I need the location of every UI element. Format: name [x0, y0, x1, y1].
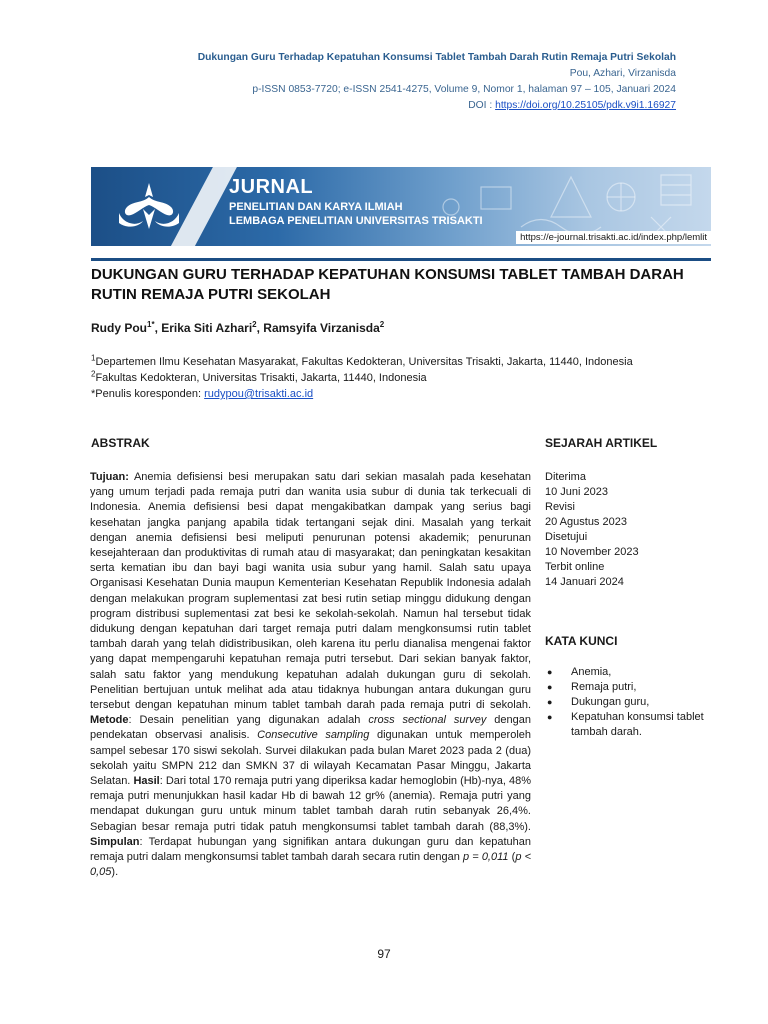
keyword-item: ● Dukungan guru, [545, 695, 711, 710]
keyword-item: ● Anemia, [545, 665, 711, 680]
article-title: DUKUNGAN GURU TERHADAP KEPATUHAN KONSUMSI TABLET TAMBAH DARAH RUTIN REMAJA PUTRI SEKOLAH [91, 266, 684, 303]
banner-line2: LEMBAGA PENELITIAN UNIVERSITAS TRISAKTI [229, 215, 483, 227]
history-line: Terbit online [545, 561, 605, 573]
affiliation-1: $^1$Departemen Ilmu Kesehatan Masyarakat, Fakultas Kedokteran, Universitas Trisakti, Jakarta, 11440, Indonesia [91, 353, 633, 368]
journal-banner [91, 167, 711, 246]
history-line: 10 Juni 2023 [545, 486, 608, 498]
banner-url: https://e-journal.trisakti.ac.id/index.php/lemlit [516, 231, 711, 244]
author-name: Ramsyifa Virzanisda [263, 321, 380, 335]
abstract-body: Tujuan: Anemia defisiensi besi merupakan satu dari sekian masalah pada kesehatan yang umum terjadi pada remaja putri dan wanita usia subur di dunia tak terkecuali di Indonesia. Anemia defisiensi besi dapat mengakibatkan dampak yang serius bagi kesehatan jangka panjang apabila tidak tertangani sejak dini. Masalah yang terkait dengan anemia defisiensi besi meliputi penurunan potensi akademik; penurunan kesejahteraan dan produktivitas di rumah atau di masyarakat; dan peningkatan kesakitan serta kematian ibu dan bayi bagi wanita usia subur yang hamil. Salah satu upaya Organisasi Kesehatan Dunia maupun Kementerian Kesehatan Republik Indonesia adalah dengan melakukan program suplementasi zat besi rutin setiap minggu didukung dengan program distribusi suplementasi zat besi ke sekolah-sekolah. Namun hal tersebut tidak didukung dengan kepatuhan dari target remaja putri dalam mengkonsumsi rutin tablet tambah darah yang telah didistribusikan, oleh karena itu perlu dianalisa mengenai faktor yang dapat mempengaruhi kepatuhan remaja putri tersebut. Dari sekian banyak faktor, salah satu faktor yang mendukung kepatuhan adalah dukungan guru di sekolah. Penelitian bertujuan untuk melihat ada atau tidaknya hubungan antara dukungan guru tersebut dengan kepatuhan minum tablet tambah darah pada remaja putri di sekolah. Metode: Desain penelitian yang digunakan adalah cross sectional survey dengan pendekatan observasi analisis. Consecutive sampling digunakan untuk memperoleh sampel sebesar 170 siswi sekolah. Survei dilakukan pada bulan Maret 2023 pada 2 (dua) sekolah yaitu SMPN 212 dan SMKN 37 di wilayah Kecamatan Pasar Minggu, Jakarta Selatan. Hasil: Dari total 170 remaja putri yang diperiksa kadar hemoglobin (Hb)-nya, 48% remaja putri menunjukkan hasil kadar Hb di bawah 12 gr% (anemia). Remaja putri yang mendapat dukungan guru untuk minum tablet tambah darah rutin sebanyak 26,4%. Sebagian besar remaja putri tidak patuh mengkonsumsi tablet tambah darah (88,3%). Simpulan: Terdapat hubungan yang signifikan antara dukungan guru dan kepatuhan remaja putri dalam mengkonsumsi tablet tambah darah secara rutin dengan p = 0,011 (p < 0,05). [90, 471, 532, 879]
author-name: Rudy Pou [91, 321, 147, 335]
history-line: 10 November 2023 [545, 546, 639, 558]
keyword-list [545, 665, 711, 740]
article-history [545, 470, 639, 590]
correspondence-email-link[interactable]: rudypou@trisakti.ac.id [204, 388, 314, 400]
author-name: Erika Siti Azhari [161, 321, 253, 335]
history-line: Diterima [545, 471, 586, 483]
running-header [198, 50, 676, 114]
page-number: 97 [377, 947, 391, 961]
history-heading: SEJARAH ARTIKEL [545, 436, 658, 450]
history-line: Revisi [545, 501, 575, 513]
keyword-item: ● Remaja putri, [545, 680, 711, 695]
banner-journal: JURNAL [229, 176, 314, 198]
affiliation-2: $^2$Fakultas Kedokteran, Universitas Trisakti, Jakarta, 11440, Indonesia [91, 369, 427, 384]
history-line: Disetujui [545, 531, 588, 543]
history-line: 20 Agustus 2023 [545, 516, 627, 528]
running-title: Dukungan Guru Terhadap Kepatuhan Konsumsi Tablet Tambah Darah Rutin Remaja Putri Sekolah [197, 52, 676, 63]
abstract-heading: ABSTRAK [91, 436, 150, 450]
doi-link[interactable]: https://doi.org/10.25105/pdk.v9i1.16927 [495, 100, 676, 111]
keyword-item: ● Kepatuhan konsumsi tablet tambah darah. [545, 710, 711, 740]
affiliations [91, 354, 633, 402]
keywords-heading: KATA KUNCI [545, 634, 618, 648]
running-authors: Pou, Azhari, Virzanisda [569, 68, 676, 79]
issn-line: p-ISSN 0853-7720; e-ISSN 2541-4275, Volume 9, Nomor 1, halaman 97 – 105, Januari 2024 [252, 84, 676, 95]
trisakti-logo-icon [113, 179, 185, 235]
doi-line: DOI : https://doi.org/10.25105/pdk.v9i1.16927 [468, 100, 676, 111]
banner-rule [91, 258, 711, 261]
banner-line1: PENELITIAN DAN KARYA ILMIAH [229, 201, 403, 213]
correspondence: *Penulis koresponden: rudypou@trisakti.ac.id [91, 388, 314, 400]
history-line: 14 Januari 2024 [545, 576, 624, 588]
author-list: Rudy Pou$^{1*}$, Erika Siti Azhari$^2$, Ramsyifa Virzanisda$^2$ [91, 320, 385, 335]
